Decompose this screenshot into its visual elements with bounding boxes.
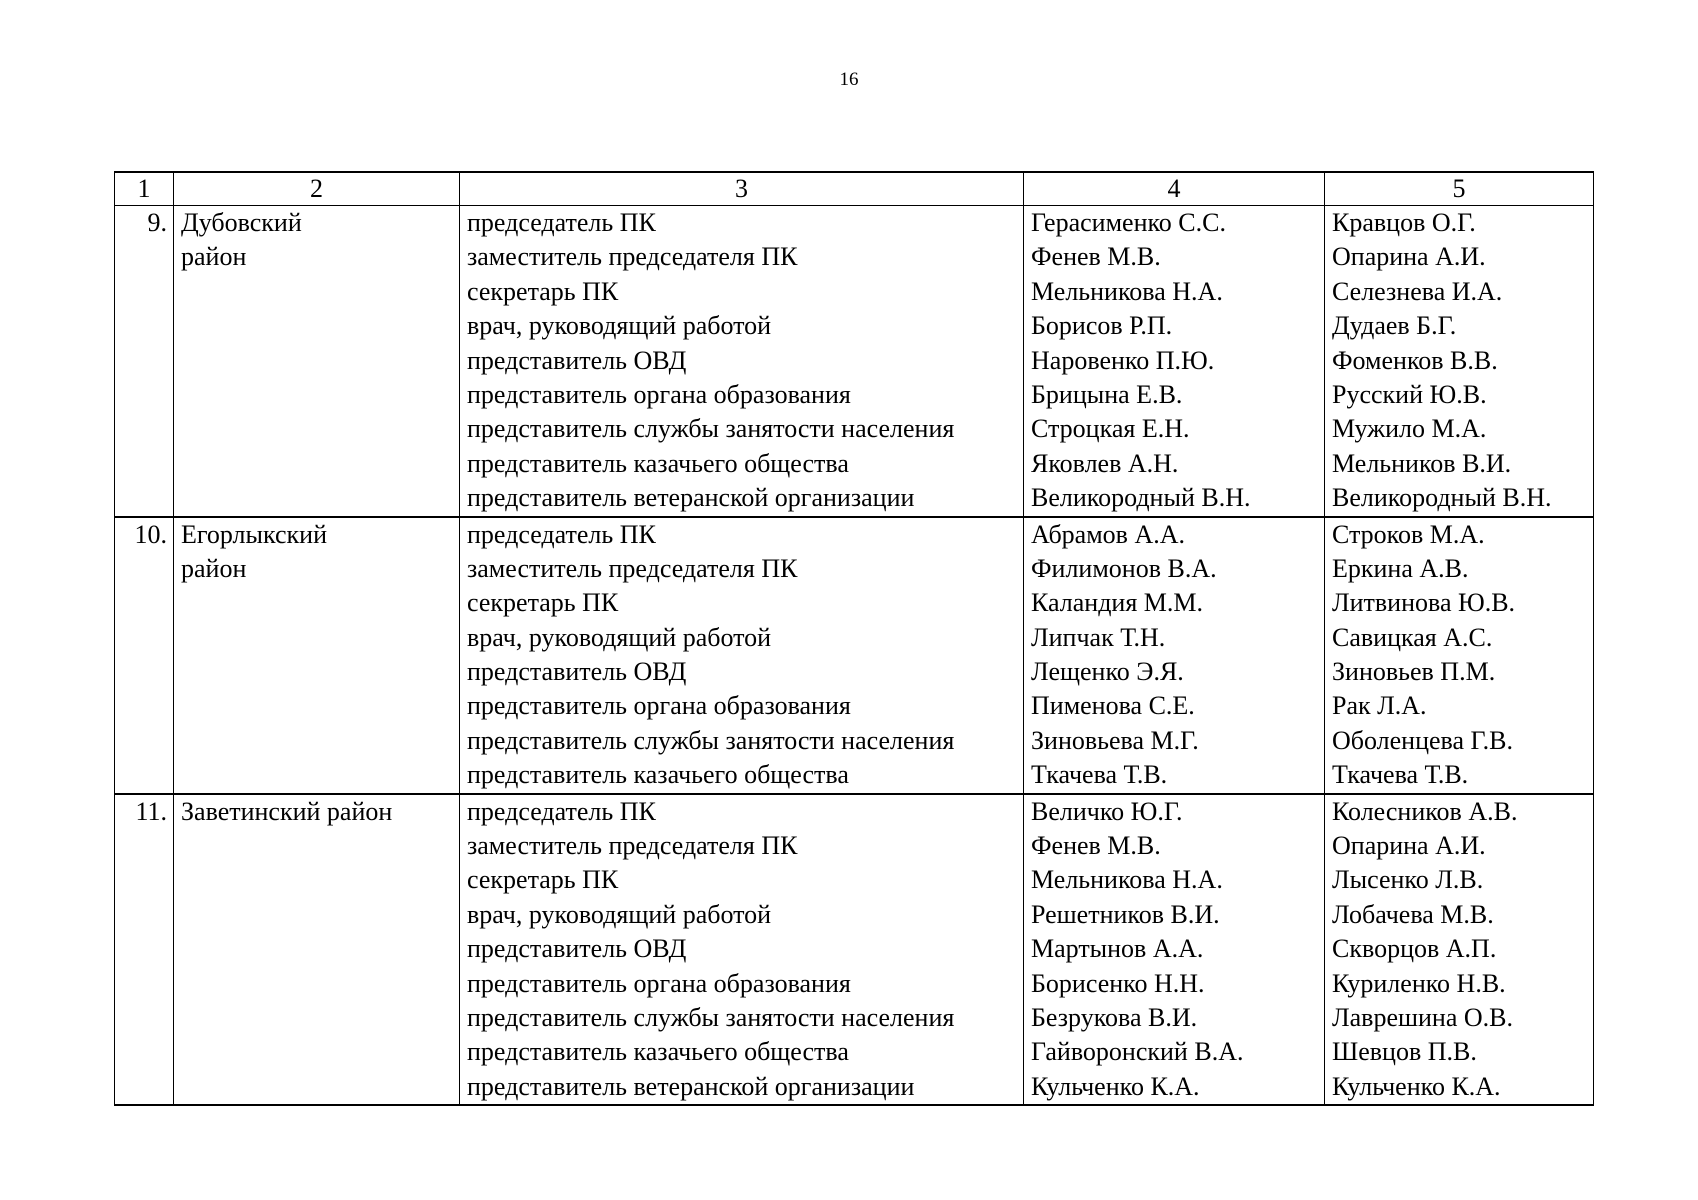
reserve-name: Фоменков В.В.	[1332, 345, 1498, 375]
member-name: Фенев М.В.	[1031, 242, 1161, 272]
table-row	[115, 206, 1594, 517]
reserve-name: Оболенцева Г.В.	[1332, 725, 1513, 755]
reserve-name: Ткачева Т.В.	[1332, 760, 1469, 790]
reserve-name: Опарина А.И.	[1332, 831, 1486, 861]
role-text: секретарь ПК	[467, 865, 619, 895]
reserve-name: Лысенко Л.В.	[1332, 865, 1484, 895]
district-name-line: Заветинский район	[181, 796, 393, 826]
roles-cell	[460, 517, 1024, 794]
header-col-3: 3	[460, 172, 1024, 206]
reserve-name: Кравцов О.Г.	[1332, 208, 1476, 237]
reserve-name: Опарина А.И.	[1332, 242, 1486, 272]
member-name: Гайворонский В.А.	[1031, 1037, 1244, 1067]
role-text: представитель казачьего общества	[467, 1037, 849, 1067]
role-text: представитель органа образования	[467, 691, 851, 721]
role-text: секретарь ПК	[467, 588, 619, 618]
member-name: Кульченко К.А.	[1031, 1071, 1200, 1101]
district-name-line: район	[181, 553, 247, 583]
members-cell	[1024, 517, 1325, 794]
role-text: представитель ОВД	[467, 657, 687, 687]
member-name: Строцкая Е.Н.	[1031, 414, 1190, 444]
reserves-cell	[1325, 206, 1594, 517]
table-row	[115, 517, 1594, 794]
member-name: Яковлев А.Н.	[1031, 448, 1179, 478]
reserve-name: Рак Л.А.	[1332, 691, 1427, 721]
role-text: представитель органа образования	[467, 379, 851, 409]
role-text: секретарь ПК	[467, 276, 619, 306]
role-text: представитель службы занятости населения	[467, 725, 955, 755]
member-name: Великородный В.Н.	[1031, 483, 1251, 513]
reserve-name: Кульченко К.А.	[1332, 1071, 1501, 1101]
reserve-name: Мужило М.А.	[1332, 414, 1487, 444]
roles-cell	[460, 794, 1024, 1106]
role-text: председатель ПК	[467, 796, 656, 826]
member-name: Безрукова В.И.	[1031, 1002, 1198, 1032]
member-name: Борисенко Н.Н.	[1031, 968, 1205, 998]
reserve-name: Савицкая А.С.	[1332, 622, 1493, 652]
member-name: Пименова С.Е.	[1031, 691, 1195, 721]
header-col-2: 2	[174, 172, 460, 206]
reserve-name: Скворцов А.П.	[1332, 934, 1497, 964]
role-text: представитель ветеранской организации	[467, 483, 915, 513]
role-text: представитель органа образования	[467, 968, 851, 998]
district-name	[174, 794, 460, 1106]
member-name: Фенев М.В.	[1031, 831, 1161, 861]
member-name: Зиновьева М.Г.	[1031, 725, 1199, 755]
member-name: Борисов Р.П.	[1031, 311, 1173, 341]
member-name: Филимонов В.А.	[1031, 553, 1217, 583]
role-text: председатель ПК	[467, 519, 656, 549]
member-name: Каландия М.М.	[1031, 588, 1204, 618]
district-name-line: Егорлыкский	[181, 519, 327, 549]
member-name: Герасименко С.С.	[1031, 208, 1226, 237]
member-name: Абрамов А.А.	[1031, 519, 1186, 549]
district-block-9	[115, 206, 1594, 517]
member-name: Мельникова Н.А.	[1031, 865, 1223, 895]
reserve-name: Селезнева И.А.	[1332, 276, 1503, 306]
reserve-name: Великородный В.Н.	[1332, 483, 1552, 513]
header-col-5: 5	[1325, 172, 1594, 206]
table-header	[115, 172, 1594, 206]
district-number	[115, 794, 174, 1106]
district-block-11	[115, 794, 1594, 1106]
district-name	[174, 206, 460, 517]
role-text: представитель службы занятости населения	[467, 1002, 955, 1032]
member-name: Величко Ю.Г.	[1031, 796, 1183, 826]
district-name	[174, 517, 460, 794]
member-name: Ткачева Т.В.	[1031, 760, 1168, 790]
member-name: Решетников В.И.	[1031, 899, 1220, 929]
role-text: представитель службы занятости населения	[467, 414, 955, 444]
reserve-name: Строков М.А.	[1332, 519, 1485, 549]
members-cell	[1024, 794, 1325, 1106]
reserves-cell	[1325, 794, 1594, 1106]
reserves-cell	[1325, 517, 1594, 794]
header-col-4: 4	[1024, 172, 1325, 206]
district-block-10	[115, 517, 1594, 794]
role-text: заместитель председателя ПК	[467, 831, 798, 861]
district-name-line: район	[181, 242, 247, 272]
district-number	[115, 517, 174, 794]
role-text: заместитель председателя ПК	[467, 553, 798, 583]
district-name-line: Дубовский	[181, 208, 302, 237]
role-text: представитель ОВД	[467, 345, 687, 375]
table-row	[115, 794, 1594, 1106]
member-name: Лещенко Э.Я.	[1031, 657, 1184, 687]
header-col-1: 1	[115, 172, 174, 206]
page-number: 16	[839, 69, 859, 90]
member-name: Мельникова Н.А.	[1031, 276, 1223, 306]
member-name: Наровенко П.Ю.	[1031, 345, 1215, 375]
role-text: врач, руководящий работой	[467, 899, 772, 929]
role-text: представитель казачьего общества	[467, 760, 849, 790]
role-text: представитель казачьего общества	[467, 448, 849, 478]
members-cell	[1024, 206, 1325, 517]
reserve-name: Русский Ю.В.	[1332, 379, 1487, 409]
roles-cell	[460, 206, 1024, 517]
role-text: врач, руководящий работой	[467, 622, 772, 652]
district-number	[115, 206, 174, 517]
reserve-name: Зиновьев П.М.	[1332, 657, 1496, 687]
reserve-name: Лобачева М.В.	[1332, 899, 1494, 929]
role-text: председатель ПК	[467, 208, 656, 237]
district-number-text: 11.	[135, 796, 167, 826]
district-number-text: 10.	[134, 519, 167, 549]
reserve-name: Колесников А.В.	[1332, 796, 1518, 826]
reserve-name: Дудаев Б.Г.	[1332, 311, 1457, 341]
reserve-name: Шевцов П.В.	[1332, 1037, 1477, 1067]
commission-table	[114, 171, 1594, 1106]
reserve-name: Литвинова Ю.В.	[1332, 588, 1516, 618]
reserve-name: Мельников В.И.	[1332, 448, 1512, 478]
role-text: заместитель председателя ПК	[467, 242, 798, 272]
role-text: врач, руководящий работой	[467, 311, 772, 341]
reserve-name: Еркина А.В.	[1332, 553, 1469, 583]
member-name: Брицына Е.В.	[1031, 379, 1183, 409]
reserve-name: Лаврешина О.В.	[1332, 1002, 1513, 1032]
reserve-name: Куриленко Н.В.	[1332, 968, 1506, 998]
role-text: представитель ветеранской организации	[467, 1071, 915, 1101]
member-name: Липчак Т.Н.	[1031, 622, 1166, 652]
header-row	[115, 172, 1594, 206]
role-text: представитель ОВД	[467, 934, 687, 964]
member-name: Мартынов А.А.	[1031, 934, 1204, 964]
district-number-text: 9.	[147, 208, 167, 237]
